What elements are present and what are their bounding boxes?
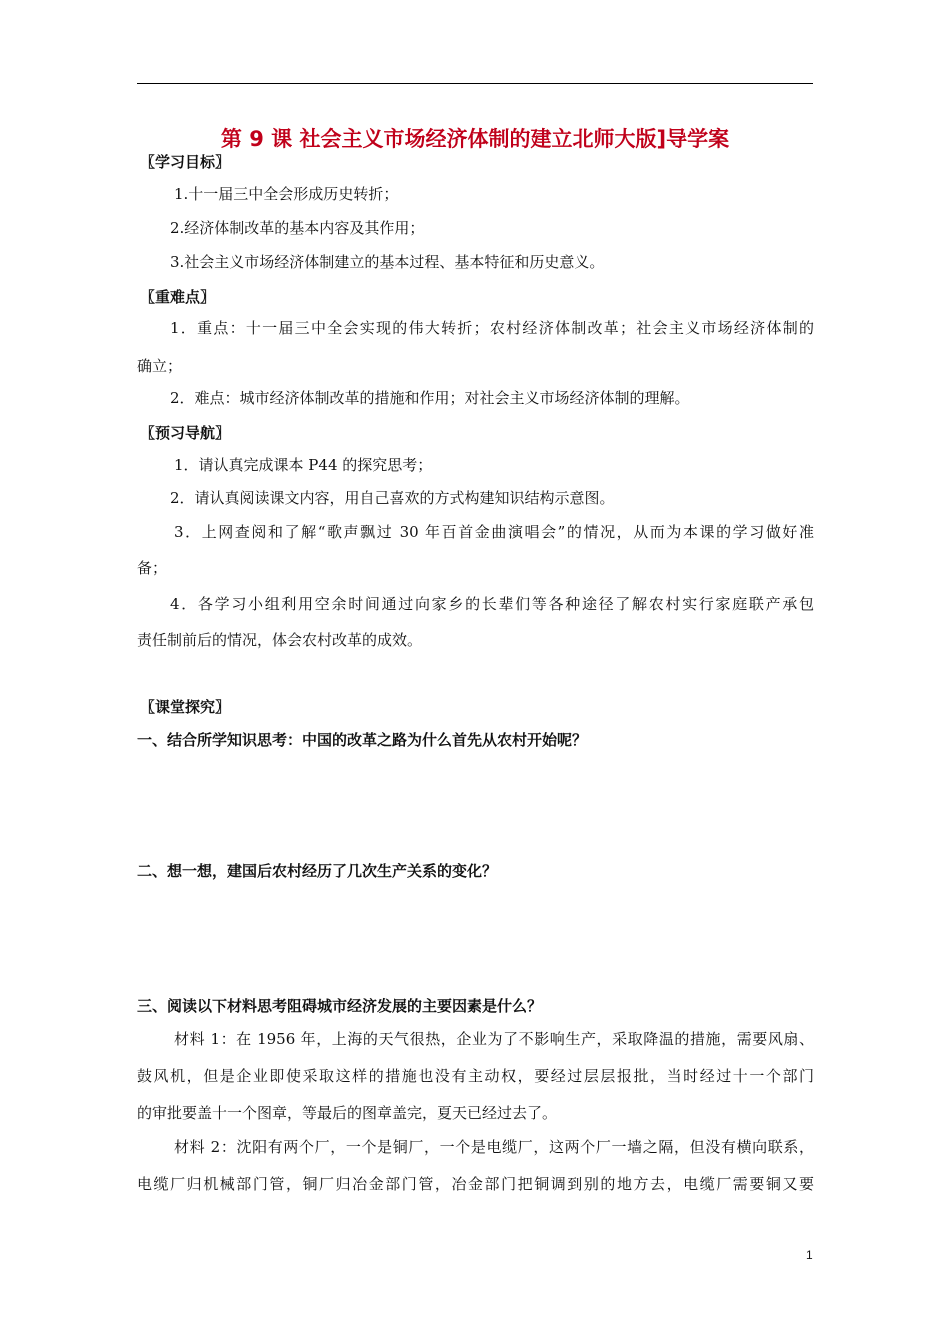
material-1-cont: 鼓风机，但是企业即使采取这样的措施也没有主动权，要经过层层报批，当时经过十一个部门	[137, 1067, 814, 1085]
key-point-item-cont: 确立；	[137, 357, 183, 375]
key-points-heading: 〖重难点〗	[140, 288, 216, 306]
preview-item: 3．上网查阅和了解“歌声飘过 30 年百首金曲演唱会”的情况，从而为本课的学习做好准	[174, 523, 814, 541]
material-1-cont: 的审批要盖十一个图章，等最后的图章盖完，夏天已经过去了。	[137, 1104, 558, 1122]
key-point-item: 1．重点：十一届三中全会实现的伟大转折；农村经济体制改革；社会主义市场经济体制的	[170, 319, 814, 337]
goals-heading: 〖学习目标〗	[140, 153, 231, 171]
goal-item: 1.十一届三中全会形成历史转折；	[174, 185, 399, 203]
preview-item-cont: 备；	[137, 559, 168, 577]
preview-item-cont: 责任制前后的情况，体会农村改革的成效。	[137, 631, 423, 649]
material-2-cont: 电缆厂归机械部门管，铜厂归冶金部门管，冶金部门把铜调到别的地方去，电缆厂需要铜又要	[137, 1175, 814, 1193]
preview-item: 2．请认真阅读课文内容，用自己喜欢的方式构建知识结构示意图。	[170, 489, 615, 507]
preview-item: 4．各学习小组利用空余时间通过向家乡的长辈们等各种途径了解农村实行家庭联产承包	[170, 595, 814, 613]
page-title: 第 9 课 社会主义市场经济体制的建立北师大版]导学案	[220, 127, 730, 151]
header-rule	[137, 83, 813, 84]
key-point-item: 2．难点：城市经济体制改革的措施和作用；对社会主义市场经济体制的理解。	[170, 389, 690, 407]
question-1: 一、结合所学知识思考：中国的改革之路为什么首先从农村开始呢？	[137, 731, 588, 749]
goal-item: 3.社会主义市场经济体制建立的基本过程、基本特征和历史意义。	[170, 253, 605, 271]
explore-heading: 〖课堂探究〗	[140, 698, 231, 716]
goal-item: 2.经济体制改革的基本内容及其作用；	[170, 219, 425, 237]
material-2: 材料 2：沈阳有两个厂，一个是铜厂，一个是电缆厂，这两个厂一墙之隔，但没有横向联系，	[174, 1138, 814, 1156]
page-number: 1	[806, 1248, 813, 1262]
question-3: 三、阅读以下材料思考阻碍城市经济发展的主要因素是什么？	[137, 997, 543, 1015]
preview-heading: 〖预习导航〗	[140, 424, 231, 442]
preview-item: 1．请认真完成课本 P44 的探究思考；	[174, 456, 433, 474]
material-1: 材料 1：在 1956 年，上海的天气很热，企业为了不影响生产，采取降温的措施，需要风扇、	[174, 1030, 814, 1048]
question-2: 二、想一想，建国后农村经历了几次生产关系的变化？	[137, 862, 498, 880]
